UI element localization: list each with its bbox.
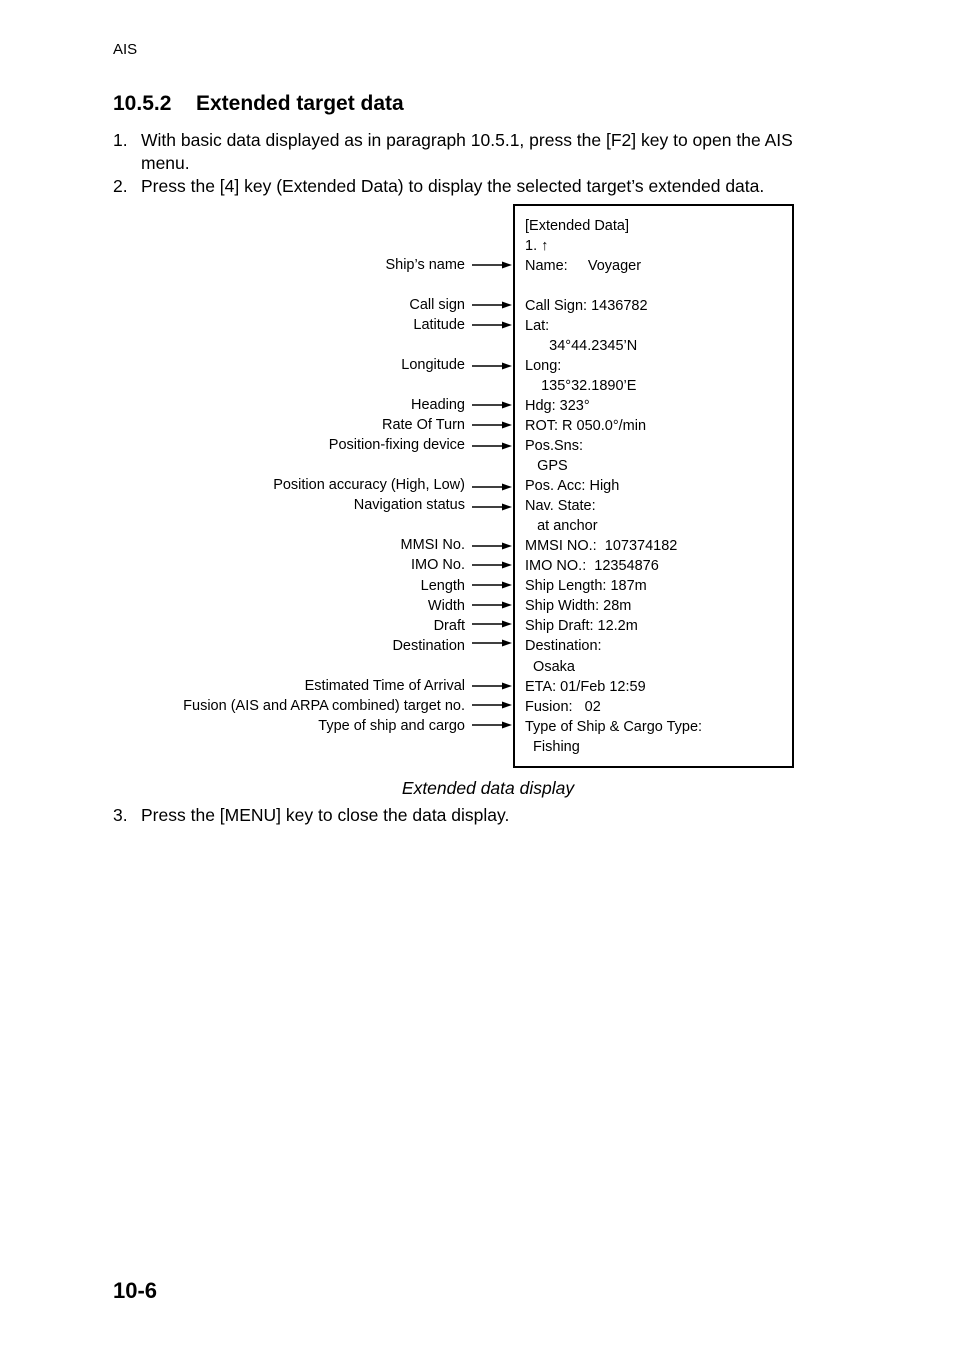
arrow-right-icon	[472, 300, 512, 310]
display-line: Type of Ship & Cargo Type:	[525, 719, 703, 735]
step-text: Press the [4] key (Extended Data) to display the selected target’s extended data.	[141, 176, 765, 196]
callout-label: Fusion (AIS and ARPA combined) target no.	[183, 698, 465, 714]
callout-label: Call sign	[409, 297, 465, 313]
step-number: 1.	[113, 130, 128, 150]
arrow-right-icon	[472, 720, 512, 730]
arrow-right-icon	[472, 400, 512, 410]
display-line: ETA: 01/Feb 12:59	[525, 679, 646, 695]
display-line: 1. ↑	[525, 238, 549, 254]
callout-label: IMO No.	[411, 557, 465, 573]
callout-label: Navigation status	[353, 497, 465, 513]
callout-label: Rate Of Turn	[381, 417, 465, 433]
figure-caption: Extended data display	[401, 778, 575, 798]
display-line: Hdg: 323°	[525, 398, 590, 414]
display-line: Nav. State:	[525, 498, 596, 514]
callout-label: MMSI No.	[400, 537, 465, 553]
arrow-right-icon	[472, 320, 512, 330]
arrow-right-icon	[472, 541, 512, 551]
arrow-right-icon	[472, 502, 512, 512]
arrow-right-icon	[472, 482, 512, 492]
callout-label: Ship’s name	[385, 257, 465, 273]
extended-data-display	[513, 204, 794, 768]
section-number: 10.5.2	[113, 92, 172, 115]
callout-label: Position accuracy (High, Low)	[273, 477, 465, 493]
display-line: 34°44.2345’N	[525, 338, 638, 354]
callout-label: Width	[427, 598, 465, 614]
step-text: Press the [MENU] key to close the data display.	[141, 805, 510, 825]
display-line: Osaka	[525, 659, 575, 675]
step-text: With basic data displayed as in paragraph 10.5.1, press the [F2] key to open the AIS menu.	[141, 130, 793, 173]
step-number: 2.	[113, 176, 128, 196]
display-line: Fishing	[525, 739, 580, 755]
callout-label: Destination	[392, 638, 465, 654]
display-line: ROT: R 050.0°/min	[525, 418, 647, 434]
display-line: Long:	[525, 358, 562, 374]
callout-label: Estimated Time of Arrival	[304, 678, 465, 694]
arrow-right-icon	[472, 420, 512, 430]
display-line: Ship Length: 187m	[525, 578, 647, 594]
display-line: Name: Voyager	[525, 258, 642, 274]
arrow-right-icon	[472, 260, 512, 270]
display-line: Pos.Sns:	[525, 438, 584, 454]
arrow-right-icon	[472, 580, 512, 590]
display-line: Fusion: 02	[525, 699, 601, 715]
display-line: Ship Width: 28m	[525, 598, 632, 614]
callout-label: Heading	[410, 397, 465, 413]
arrow-right-icon	[472, 600, 512, 610]
arrow-right-icon	[472, 700, 512, 710]
display-line: Ship Draft: 12.2m	[525, 618, 638, 634]
display-line: Lat:	[525, 318, 550, 334]
display-line: IMO NO.: 12354876	[525, 558, 659, 574]
display-line: MMSI NO.: 107374182	[525, 538, 678, 554]
display-line: Pos. Acc: High	[525, 478, 620, 494]
callout-label: Draft	[433, 618, 465, 634]
callout-label: Type of ship and cargo	[318, 718, 465, 734]
arrow-right-icon	[472, 441, 512, 451]
arrow-right-icon	[472, 681, 512, 691]
arrow-right-icon	[472, 638, 512, 648]
arrow-right-icon	[472, 361, 512, 371]
callout-label: Latitude	[413, 317, 465, 333]
display-line: GPS	[525, 458, 568, 474]
display-line: at anchor	[525, 518, 598, 534]
callout-label: Length	[420, 578, 465, 594]
arrow-right-icon	[472, 560, 512, 570]
section-title: Extended target data	[196, 92, 404, 115]
arrow-right-icon	[472, 619, 512, 629]
display-line: [Extended Data]	[525, 218, 629, 234]
step-3	[113, 804, 843, 827]
page-number: 10-6	[113, 1278, 158, 1303]
step-number: 3.	[113, 805, 128, 825]
display-line: Destination:	[525, 638, 602, 654]
display-line: Call Sign: 1436782	[525, 298, 648, 314]
display-line: 135°32.1890’E	[525, 378, 637, 394]
callout-label: Position-fixing device	[328, 437, 465, 453]
callout-label: Longitude	[401, 357, 465, 373]
running-header: AIS	[113, 41, 138, 58]
